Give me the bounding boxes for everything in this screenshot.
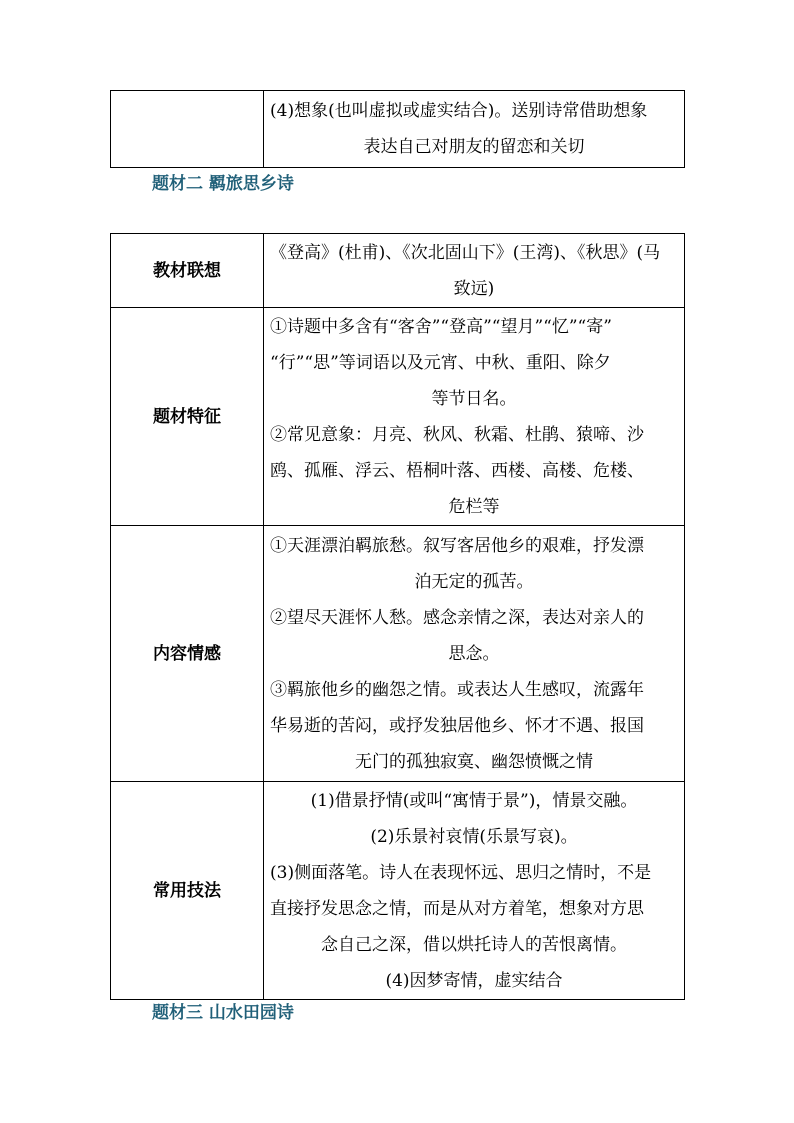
content-line: ②望尽天涯怀人愁。感念亲情之深，表达对亲人的	[270, 607, 644, 628]
table-row	[111, 91, 685, 168]
row-label-empty	[111, 91, 264, 168]
content-line: 泊无定的孤苦。	[414, 571, 534, 592]
table-row	[111, 782, 685, 1000]
content-line: ②常见意象：月亮、秋风、秋霜、杜鹃、猿啼、沙	[270, 424, 644, 445]
row-content	[264, 782, 685, 1000]
content-line: ③羁旅他乡的幽怨之情。或表达人生感叹，流露年	[270, 679, 644, 700]
content-line: 直接抒发思念之情，而是从对方着笔，想象对方思	[270, 898, 644, 919]
content-line: ①诗题中多含有“客舍”“登高”“望月”“忆”“寄”	[270, 316, 612, 337]
section-heading-2: 题材二 羁旅思乡诗	[152, 174, 294, 194]
content-line: 无门的孤独寂寞、幽怨愤慨之情	[355, 751, 593, 772]
table-section-2	[110, 233, 685, 1000]
content-line: 《登高》(杜甫)、《次北固山下》(王湾)、《秋思》(马	[270, 242, 661, 263]
row-label-emotion: 内容情感	[111, 526, 264, 782]
content-line: (3)侧面落笔。诗人在表现怀远、思归之情时，不是	[270, 862, 652, 883]
row-label-textbook: 教材联想	[111, 234, 264, 308]
content-line: 等节日名。	[431, 388, 517, 409]
table-row	[111, 526, 685, 782]
table-row	[111, 308, 685, 526]
content-line: 表达自己对朋友的留恋和关切	[363, 137, 585, 157]
content-line: (2)乐景衬哀情(乐景写哀)。	[370, 826, 578, 847]
content-line: 危栏等	[448, 496, 500, 517]
content-line: 思念。	[448, 643, 500, 664]
row-label-techniques: 常用技法	[111, 782, 264, 1000]
row-content	[264, 234, 685, 308]
content-line: (1)借景抒情(或叫“寓情于景”)，情景交融。	[310, 790, 638, 811]
content-line: ①天涯漂泊羁旅愁。叙写客居他乡的艰难，抒发漂	[270, 535, 644, 556]
table-continued	[110, 90, 685, 168]
content-line: (4)想象(也叫虚拟或虚实结合)。送别诗常借助想象	[270, 101, 648, 121]
section-heading-3: 题材三 山水田园诗	[152, 1003, 294, 1023]
row-content	[264, 91, 685, 168]
row-label-features: 题材特征	[111, 308, 264, 526]
content-line: 华易逝的苦闷，或抒发独居他乡、怀才不遇、报国	[270, 715, 644, 736]
content-line: (4)因梦寄情，虚实结合	[385, 970, 563, 991]
content-line: 致远)	[453, 278, 495, 299]
content-line: “行”“思”等词语以及元宵、中秋、重阳、除夕	[270, 352, 611, 373]
row-content	[264, 526, 685, 782]
table-row	[111, 234, 685, 308]
content-line: 鸥、孤雁、浮云、梧桐叶落、西楼、高楼、危楼、	[270, 460, 644, 481]
content-line: 念自己之深，借以烘托诗人的苦恨离情。	[321, 934, 627, 955]
row-content	[264, 308, 685, 526]
